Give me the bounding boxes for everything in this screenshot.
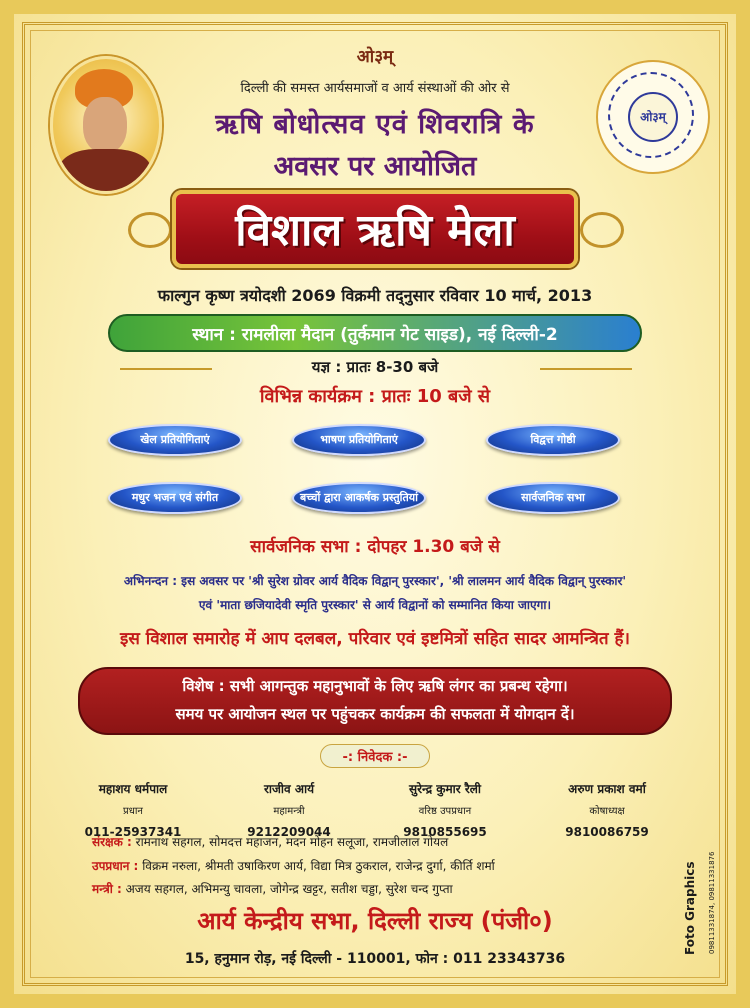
official-name: अरुण प्रकाश वर्मा (568, 782, 646, 796)
organizer-line: दिल्ली की समस्त आर्यसमाजों व आर्य संस्थाओं की ओर से (240, 81, 510, 96)
felicitation-line-2: एवं 'माता छजियादेवी स्मृति पुरस्कार' से आर्य विद्वानों को सम्मानित किया जाएगा। (198, 598, 552, 612)
official-name: महाशय धर्मपाल (98, 782, 168, 796)
program-pill: मधुर भजन एवं संगीत (108, 482, 242, 514)
role-label: संरक्षक : (92, 835, 132, 849)
patrons-row (92, 833, 448, 850)
role-label: उपप्रधान : (92, 859, 139, 873)
official-card (214, 780, 364, 839)
designer-phone: 09811331874, 09811331876 (708, 851, 716, 954)
program-pill: सार्वजनिक सभा (486, 482, 620, 514)
official-card (58, 780, 208, 839)
felicitation-line-1: अभिनन्दन : इस अवसर पर 'श्री सुरेश ग्रोवर आर्य वैदिक विद्वान् पुरस्कार', 'श्री लालमन आर्य वैदिक विद्वान् पुरस्कार' (123, 574, 627, 588)
official-name: राजीव आर्य (263, 782, 315, 796)
ornament-right-icon (580, 212, 624, 248)
official-card (532, 780, 682, 839)
occasion-line-2: अवसर पर आयोजित (273, 151, 477, 182)
special-notice-1: विशेष : सभी आगन्तुक महानुभावों के लिए ऋषि लंगर का प्रबन्ध रहेगा। (182, 677, 568, 695)
official-post: महामन्त्री (273, 806, 305, 817)
ornament-left-icon (128, 212, 172, 248)
event-title: विशाल ऋषि मेला (235, 205, 515, 256)
official-post: प्रधान (123, 806, 143, 817)
official-post: कोषाध्यक्ष (589, 806, 625, 817)
program-pill: भाषण प्रतियोगिताएं (292, 424, 426, 456)
official-phone: 9810086759 (565, 825, 649, 839)
role-label: मन्त्री : (92, 882, 122, 896)
yagya-time: यज्ञ : प्रातः 8-30 बजे (311, 358, 439, 376)
official-name: सुरेन्द्र कुमार रैली (408, 782, 482, 796)
vice-presidents-row (92, 857, 495, 874)
official-card (370, 780, 520, 839)
role-names: विक्रम नरुला, श्रीमती उषाकिरण आर्य, विद्या मित्र ठुकराल, राजेन्द्र दुर्गा, कीर्ति शर्मा (142, 859, 495, 873)
venue-text: स्थान : रामलीला मैदान (तुर्कमान गेट साइड), नई दिल्ली-2 (192, 325, 558, 345)
official-phone: 9810855695 (403, 825, 487, 839)
special-notice-2: समय पर आयोजन स्थल पर पहुंचकर कार्यक्रम की सफलता में योगदान दें। (175, 705, 575, 723)
designer-credit (672, 822, 716, 972)
program-pill: बच्चों द्वारा आकर्षक प्रस्तुतियां (292, 482, 426, 514)
emblem-om: ओ३म् (628, 92, 678, 142)
organization-address: 15, हनुमान रोड़, नई दिल्ली - 110001, फोन : 011 23343736 (184, 951, 566, 967)
secretaries-row (92, 880, 453, 897)
event-date: फाल्गुन कृष्ण त्रयोदशी 2069 विक्रमी तद्नुसार रविवार 10 मार्च, 2013 (157, 286, 593, 305)
official-post: वरिष्ठ उपप्रधान (418, 806, 472, 817)
programs-heading: विभिन्न कार्यक्रम : प्रातः 10 बजे से (259, 386, 491, 407)
om-heading: ओ३म् (356, 47, 394, 67)
invitation-line: इस विशाल समारोह में आप दलबल, परिवार एवं इष्टमित्रों सहित सादर आमन्त्रित हैं। (120, 629, 630, 649)
public-meeting-time: सार्वजनिक सभा : दोपहर 1.30 बजे से (250, 537, 500, 557)
organization-name: आर्य केन्द्रीय सभा, दिल्ली राज्य (पंजी०) (197, 907, 553, 935)
role-names: अजय सहगल, अभिमन्यु चावला, जोगेन्द्र खट्टर, सतीश चड्डा, सुरेश चन्द गुप्ता (125, 882, 453, 896)
role-names: रामनाथ सहगल, सोमदत्त महाजन, मदन मोहन सलूजा, रामजीलाल गोयल (135, 835, 449, 849)
program-pill: विद्वत्त गोष्ठी (486, 424, 620, 456)
nivedak-label: -: निवेदक :- (342, 750, 408, 765)
occasion-line: ऋषि बोधोत्सव एवं शिवरात्रि के (215, 109, 535, 140)
designer-name: Foto Graphics (683, 861, 697, 955)
official-phone: 9212209044 (247, 825, 331, 839)
official-phone: 011-25937341 (84, 825, 182, 839)
program-pill: खेल प्रतियोगिताएं (108, 424, 242, 456)
